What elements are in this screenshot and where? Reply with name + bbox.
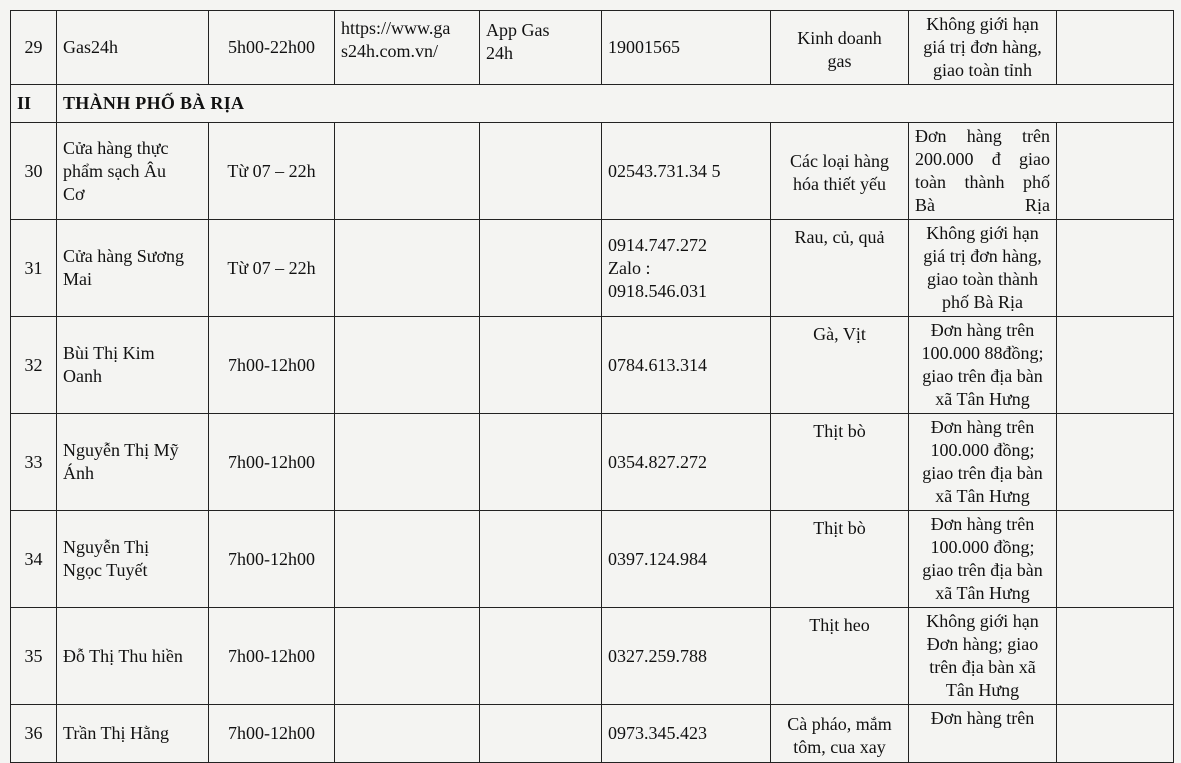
goods-type-line: Rau, củ, quả	[794, 227, 885, 247]
app-name	[480, 608, 602, 705]
goods-type-line: hóa thiết yếu	[793, 174, 886, 194]
opening-hours: 7h00-12h00	[209, 414, 335, 511]
note	[1057, 511, 1174, 608]
goods-type	[771, 220, 909, 317]
shop-name-line: Oanh	[63, 366, 102, 386]
row-number: 30	[11, 123, 57, 220]
shop-name-line: Cơ	[63, 183, 85, 204]
delivery-condition-line: giao trên địa bàn	[922, 463, 1043, 483]
shop-name-line: Nguyễn Thị	[63, 537, 150, 557]
table-row	[11, 608, 1174, 705]
goods-type-line: Các loại hàng	[790, 151, 889, 171]
goods-type	[771, 511, 909, 608]
phone-number	[602, 608, 771, 705]
website	[335, 705, 480, 763]
website	[335, 317, 480, 414]
row-number: 34	[11, 511, 57, 608]
delivery-condition-line: Đơn hàng trên	[915, 126, 1050, 146]
note	[1057, 123, 1174, 220]
delivery-condition	[909, 608, 1057, 705]
phone-number	[602, 11, 771, 85]
note	[1057, 11, 1174, 85]
delivery-condition-line: xã Tân Hưng	[935, 486, 1030, 506]
delivery-condition-line: Không giới hạn	[926, 611, 1039, 631]
app-name	[480, 11, 602, 85]
goods-type	[771, 414, 909, 511]
shop-name-line: Nguyễn Thị Mỹ	[63, 440, 179, 460]
shop-name	[57, 11, 209, 85]
phone-number-line: 0784.613.314	[608, 354, 707, 375]
goods-type-line: tôm, cua xay	[793, 736, 886, 757]
delivery-condition-line: Không giới hạn	[926, 14, 1039, 34]
table-row	[11, 414, 1174, 511]
note	[1057, 705, 1174, 763]
shop-directory-table	[10, 10, 1174, 763]
table-row	[11, 511, 1174, 608]
app-name	[480, 705, 602, 763]
shop-name-line: Trần Thị Hằng	[63, 723, 170, 743]
delivery-condition-line: giá trị đơn hàng,	[923, 246, 1042, 266]
shop-name	[57, 220, 209, 317]
delivery-condition-line: Đơn hàng trên	[930, 417, 1035, 437]
app-name	[480, 317, 602, 414]
delivery-condition-line: 100.000 đồng;	[930, 537, 1035, 557]
shop-name-line: Cửa hàng thực	[63, 137, 169, 158]
website	[335, 11, 480, 85]
phone-number	[602, 414, 771, 511]
phone-number-line: 02543.731.34 5	[608, 160, 721, 181]
app-name	[480, 511, 602, 608]
goods-type	[771, 705, 909, 763]
goods-type-line: Cà pháo, mắm	[787, 713, 892, 734]
shop-name	[57, 511, 209, 608]
delivery-condition	[909, 220, 1057, 317]
delivery-condition-line: Đơn hàng trên	[930, 320, 1035, 340]
row-number: 32	[11, 317, 57, 414]
section-title: THÀNH PHỐ BÀ RỊA	[57, 85, 1174, 123]
phone-number-line: 19001565	[608, 37, 680, 57]
shop-name-line: Mai	[63, 269, 92, 289]
shop-name-line: Ngọc Tuyết	[63, 560, 148, 580]
website	[335, 414, 480, 511]
delivery-condition-line: trên địa bàn xã	[929, 657, 1036, 677]
phone-number	[602, 705, 771, 763]
shop-name	[57, 317, 209, 414]
website	[335, 220, 480, 317]
app-name	[480, 414, 602, 511]
delivery-condition-line: giao toàn tỉnh	[933, 60, 1032, 80]
website	[335, 511, 480, 608]
note	[1057, 220, 1174, 317]
goods-type-line: Thịt heo	[809, 615, 870, 635]
app-name	[480, 123, 602, 220]
delivery-condition	[909, 123, 1057, 220]
delivery-condition-line: xã Tân Hưng	[935, 389, 1030, 409]
goods-type	[771, 608, 909, 705]
goods-type-line: gas	[827, 50, 852, 71]
phone-number-line: Zalo :	[608, 257, 651, 278]
goods-type	[771, 123, 909, 220]
delivery-condition-line: 200.000 đ giao	[915, 149, 1050, 169]
website-line: s24h.com.vn/	[341, 41, 438, 61]
delivery-condition-line: Đơn hàng trên	[930, 514, 1035, 534]
delivery-condition-line: giao trên địa bàn	[922, 560, 1043, 580]
delivery-condition-line: giao toàn thành	[927, 269, 1038, 289]
opening-hours: 7h00-12h00	[209, 317, 335, 414]
delivery-condition	[909, 511, 1057, 608]
delivery-condition	[909, 11, 1057, 85]
delivery-condition-line: Đơn hàng trên	[930, 708, 1035, 728]
shop-name	[57, 414, 209, 511]
phone-number	[602, 123, 771, 220]
goods-type-line: Kinh doanh	[797, 27, 882, 48]
delivery-condition-line: Bà Rịa	[915, 195, 1050, 215]
website-line: https://www.ga	[341, 18, 451, 38]
phone-number-line: 0914.747.272	[608, 234, 707, 255]
app-name-line: App Gas	[486, 20, 550, 40]
phone-number	[602, 220, 771, 317]
delivery-condition-line: phố Bà Rịa	[942, 292, 1023, 312]
delivery-condition	[909, 705, 1057, 763]
table-row	[11, 220, 1174, 317]
row-number: 29	[11, 11, 57, 85]
note	[1057, 317, 1174, 414]
delivery-condition	[909, 317, 1057, 414]
row-number: 31	[11, 220, 57, 317]
phone-number	[602, 317, 771, 414]
delivery-condition-line: giao trên địa bàn	[922, 366, 1043, 386]
table-row	[11, 123, 1174, 220]
delivery-condition-line: 100.000 đồng;	[930, 440, 1035, 460]
table-row	[11, 11, 1174, 85]
shop-name-line: Cửa hàng Sương	[63, 246, 185, 266]
delivery-condition-line: giá trị đơn hàng,	[923, 37, 1042, 57]
opening-hours: 7h00-12h00	[209, 705, 335, 763]
shop-name-line: Gas24h	[63, 37, 118, 57]
opening-hours: Từ 07 – 22h	[209, 123, 335, 220]
goods-type-line: Thịt bò	[813, 518, 866, 538]
goods-type-line: Gà, Vịt	[813, 324, 866, 344]
shop-name	[57, 123, 209, 220]
table-row	[11, 317, 1174, 414]
shop-name	[57, 608, 209, 705]
opening-hours: 5h00-22h00	[209, 11, 335, 85]
opening-hours: Từ 07 – 22h	[209, 220, 335, 317]
row-number: 35	[11, 608, 57, 705]
shop-name	[57, 705, 209, 763]
shop-name-line: Ánh	[63, 463, 94, 483]
delivery-condition	[909, 414, 1057, 511]
phone-number	[602, 511, 771, 608]
phone-number-line: 0327.259.788	[608, 645, 707, 666]
phone-number-line: 0354.827.272	[608, 451, 707, 472]
table-row	[11, 705, 1174, 763]
phone-number-line: 0918.546.031	[608, 280, 707, 301]
opening-hours: 7h00-12h00	[209, 511, 335, 608]
phone-number-line: 0973.345.423	[608, 723, 707, 743]
delivery-condition-line: Đơn hàng; giao	[926, 634, 1039, 654]
opening-hours: 7h00-12h00	[209, 608, 335, 705]
goods-type	[771, 317, 909, 414]
delivery-condition-line: Tân Hưng	[945, 680, 1020, 700]
website	[335, 123, 480, 220]
delivery-condition-line: 100.000 88đồng;	[921, 343, 1044, 363]
goods-type	[771, 11, 909, 85]
delivery-condition-line: Không giới hạn	[926, 223, 1039, 243]
shop-name-line: phẩm sạch Âu	[63, 160, 166, 181]
row-number: 36	[11, 705, 57, 763]
note	[1057, 414, 1174, 511]
phone-number-line: 0397.124.984	[608, 548, 707, 569]
shop-name-line: Bùi Thị Kim	[63, 343, 155, 363]
row-number: 33	[11, 414, 57, 511]
goods-type-line: Thịt bò	[813, 421, 866, 441]
website	[335, 608, 480, 705]
app-name	[480, 220, 602, 317]
delivery-condition-line: toàn thành phố	[915, 172, 1050, 192]
section-roman-numeral: II	[11, 85, 57, 123]
delivery-condition-line: xã Tân Hưng	[935, 583, 1030, 603]
section-header-row	[11, 85, 1174, 123]
note	[1057, 608, 1174, 705]
app-name-line: 24h	[486, 43, 513, 63]
shop-name-line: Đỗ Thị Thu hiền	[63, 645, 183, 666]
